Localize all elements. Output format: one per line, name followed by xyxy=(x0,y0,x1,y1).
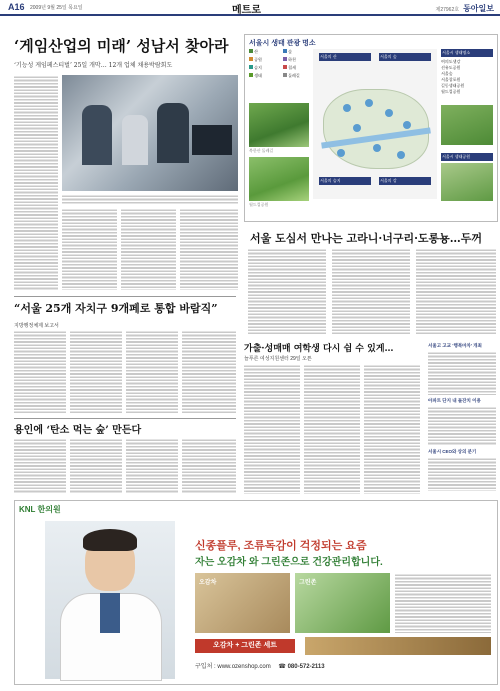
map-photo-caption-2: 월드컵공원 xyxy=(249,202,269,207)
map-section xyxy=(244,34,498,222)
map-marker xyxy=(403,121,411,129)
map-photo-bottom xyxy=(441,163,493,201)
article2-body-col2 xyxy=(332,248,410,334)
article4-subhead: 늘푸른 여성지원센터 29일 오픈 xyxy=(244,356,312,362)
map-bottom-list: 서울시 생태공원 xyxy=(441,153,493,161)
article1-body-col2 xyxy=(62,208,117,290)
article3-body-col2 xyxy=(70,330,122,414)
article3-body-col1 xyxy=(14,330,66,414)
ad-description xyxy=(395,573,491,633)
map-marker xyxy=(385,109,393,117)
article2-body-col1 xyxy=(248,248,326,334)
article5-body-col3 xyxy=(126,438,178,494)
sidebar-news: 서울고 고교 ‘행복마차’ 개최 아파트 단지 내 돌잔치 이용 서울시 CEO와 상의 분기 xyxy=(428,343,496,491)
article1-subhead: ‘기능성 게임페스티벌’ 25일 개막… 12개 업체 채용박람회도 xyxy=(14,62,173,69)
page-date: 2009년 9월 25일 목요일 xyxy=(30,5,83,11)
article4-body-col2 xyxy=(304,364,360,494)
map-photo-right xyxy=(441,105,493,145)
seoul-map xyxy=(313,49,437,199)
map-marker xyxy=(397,151,405,159)
article4-headline: 가출·성매매 여학생 다시 쉼 수 있게… xyxy=(244,344,394,354)
ad-set-button[interactable]: 오감차 + 그린존 세트 xyxy=(195,639,295,653)
article5-body-col1 xyxy=(14,438,66,494)
map-marker xyxy=(365,99,373,107)
map-legend: 산 숲 공원 하천 습지 철새 생태 둘레길 xyxy=(249,49,319,99)
map-right-list: 서울시 생태명소 여의도샛강 선유도공원 서울숲 서울창포원 길동생태공원 월드컵공원 xyxy=(441,49,493,95)
ad-headline-1: 신종플루, 조류독감이 걱정되는 요즘 xyxy=(195,540,367,552)
article3-byline-tag: 지방행정체제 보고서 xyxy=(14,323,59,329)
map-section-title: 서울시 생태 관광 명소 xyxy=(249,40,316,47)
article1-photo xyxy=(62,75,238,191)
map-photo-forest xyxy=(249,103,309,147)
article1-body-col4 xyxy=(180,208,238,290)
map-marker xyxy=(353,124,361,132)
article1-photo-caption xyxy=(62,194,238,204)
newspaper-name: 제27962호 동아일보 xyxy=(435,4,494,13)
map-marker xyxy=(337,149,345,157)
page-number: A16 xyxy=(8,2,25,12)
ad-doctor-photo xyxy=(45,521,175,679)
section-title: 메트로 xyxy=(232,5,261,16)
ad-contact: 구입처 : www.ozenshop.com ☎ 080-572-2113 xyxy=(195,664,325,670)
article1-body-col3 xyxy=(121,208,176,290)
page-header xyxy=(0,0,500,16)
ad-brand: KNL 한의원 xyxy=(19,505,61,514)
ad-product-1: 오감차 xyxy=(195,573,290,633)
map-label-river: 서울의 강 xyxy=(379,177,431,185)
article5-body-col4 xyxy=(182,438,236,494)
advertisement xyxy=(14,500,498,685)
map-photo-caption-1: 북한산 둘레길 xyxy=(249,148,274,153)
article5-headline: 용인에 ‘탄소 먹는 숲’ 만든다 xyxy=(14,425,142,436)
ad-product-2: 그린존 xyxy=(295,573,390,633)
map-photo-park xyxy=(249,157,309,201)
article1-body-col1 xyxy=(14,75,58,290)
map-label-wetland: 서울의 습지 xyxy=(319,177,371,185)
article2-headline: 서울 도심서 만나는 고라니·너구리·도롱뇽…두꺼 xyxy=(250,232,483,245)
article4-body-col1 xyxy=(244,364,300,494)
article3-body-col3 xyxy=(126,330,178,414)
article4-body-col3 xyxy=(364,364,420,494)
map-label-mountain: 서울의 산 xyxy=(319,53,371,61)
map-marker xyxy=(373,144,381,152)
article2-body-col3 xyxy=(416,248,496,334)
article3-body-col4 xyxy=(182,330,236,414)
map-marker xyxy=(343,104,351,112)
article5-body-col2 xyxy=(70,438,122,494)
article3-headline: “서울 25개 자치구 9개페로 통합 바람직” xyxy=(14,302,218,315)
map-label-forest: 서울의 숲 xyxy=(379,53,431,61)
ad-product-strip xyxy=(305,637,491,655)
article1-headline: ‘게임산업의 미래’ 성남서 찾아라 xyxy=(14,37,229,55)
ad-headline-2: 자는 오감차 와 그린존으로 건강관리합니다. xyxy=(195,557,383,568)
